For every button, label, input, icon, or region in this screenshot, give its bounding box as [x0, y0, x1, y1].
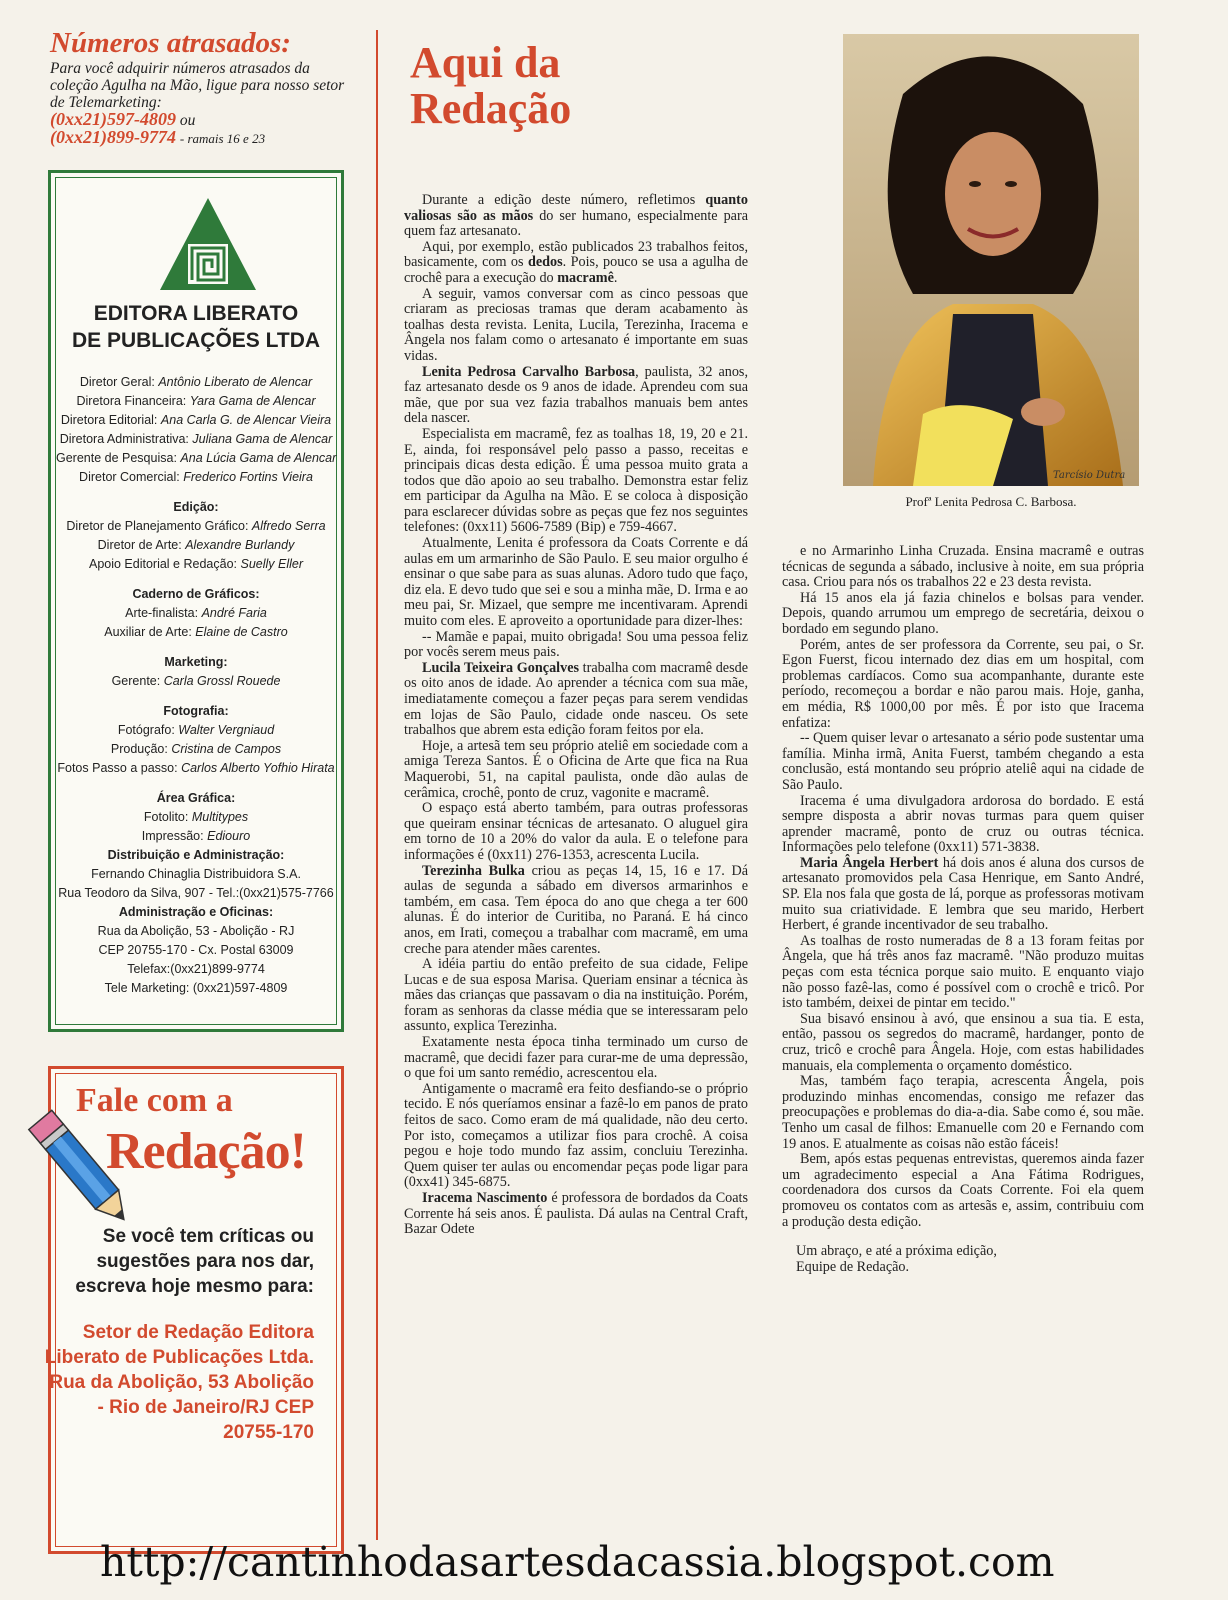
credit-row: Fotolito: Multitypes — [143, 810, 249, 824]
article-paragraph — [782, 934, 1144, 1012]
bold-text: Lenita Pedrosa Carvalho Barbosa — [422, 363, 636, 380]
credit-row: Rua Teodoro da Silva, 907 - Tel.:(0xx21)575-7766 — [58, 886, 334, 900]
publisher-logo-icon — [158, 196, 258, 292]
publisher-name: EDITORA LIBERATO DE PUBLICAÇÕES LTDA — [71, 302, 321, 352]
credit-row: Diretor Comercial: Frederico Fortins Vieira — [79, 470, 313, 484]
credit-heading: Área Gráfica: — [156, 791, 236, 805]
article-paragraph — [782, 591, 1144, 638]
contact-address: Setor de Redação Editora Liberato de Publicações Ltda. Rua da Abolição, 53 Abolição - Rio de Janeiro/RJ CEP 20755-170 — [44, 1322, 314, 1443]
article-paragraph — [782, 638, 1144, 732]
portrait-photo — [843, 34, 1139, 486]
paragraph-text: Porém, antes de ser professora da Corrente, seu pai, o Sr. Egon Fuerst, ficou internado dez dias em um hospital, com problemas cardíacos. Como sua acompanhante, durante este período, recomeçou a bordar e não parou mais. Hoje, ganha, em média, R$ 1000,00 por mês. É por isto que Iracema enfatiza: — [782, 636, 1144, 731]
paragraph-text: A seguir, vamos conversar com as cinco pessoas que criaram as preciosas tramas que deram acabamento às toalhas desta revista. Lenita, Lucila, Terezinha, Iracema e Ângela nos falam como o artesanato é importante em suas vidas. — [404, 285, 748, 364]
paragraph-text: -- Quem quiser levar o artesanato a sério pode sustentar uma família. Minha irmã, Anita Fuerst, também chegando a esta conclusão, está montando seu próprio ateliê aqui na cidade de São Paulo. — [782, 730, 1144, 793]
paragraph-text: Iracema é uma divulgadora ardorosa do bordado. E está sempre disposta a abrir novas turmas para quem quiser aprender macramê, ponto de cruz ou outras técnica. Informações pelo telefone (0xx11) 571-3838. — [782, 792, 1144, 856]
article-title: Aqui da Redação — [410, 38, 572, 133]
bold-text: macramê — [557, 269, 614, 286]
paragraph-text: Especialista em macramê, fez as toalhas 18, 19, 20 e 21. E, ainda, foi responsável pelo passo a passo, receitas e principais dicas desta edição. É uma pessoa muito grata a todos que dão apoio ao seu trabalho. Demonstra estar feliz em participar da Agulha na Mão. E se coloca à disposição para esclarecer dúvidas sobre as peças que fez nos seguintes telefones: (0xx11) 5606-7589 (Bip) e 759-4667. — [404, 425, 748, 536]
publisher-box — [48, 170, 344, 1032]
article-paragraph — [782, 1152, 1144, 1230]
credit-heading: Edição: — [173, 500, 219, 514]
bold-text: Lucila Teixeira Gonçalves — [422, 659, 580, 676]
paragraph-text: e no Armarinho Linha Cruzada. Ensina macramê e outras técnicas de segunda a sábado, inclusive à noite, em sua própria casa. Criou para nós os trabalhos 22 e 23 desta revista. — [782, 543, 1144, 591]
paragraph-text: trabalha com macramê desde os oito anos de idade. Ao aprender a técnica com sua mãe, imediatamente começou a fazer peças para serem vendidas em lojas de São Paulo, cidade onde nasceu. Os sete trabalhos que abrem esta edição foram feitos por ela. — [404, 659, 748, 739]
paragraph-text: Há 15 anos ela já fazia chinelos e bolsas para vender. Depois, quando arrumou um emprego de secretária, deixou o bordado em segundo plano. — [782, 589, 1144, 637]
article-paragraph — [404, 801, 748, 863]
contact-title-line1: Fale com a — [76, 1082, 233, 1119]
back-issues-title: Números atrasados: — [50, 27, 291, 59]
credit-row: Arte-finalista: André Faria — [125, 606, 267, 620]
paragraph-text: Sua bisavó ensinou à avó, que ensinou a sua tia. E esta, então, passou os segredos do macramê, hardanger, ponto de cruz, tricô e crochê para Ângela. Hoje, com estas habilidades manuais, ela complementa o orçamento doméstico. — [782, 1010, 1144, 1074]
article-paragraph — [404, 739, 748, 801]
article-paragraph — [404, 1191, 748, 1238]
article-paragraph — [404, 193, 748, 240]
paragraph-text: Bem, após estas pequenas entrevistas, queremos ainda fazer um agradecimento especial a Ana Fátima Rodrigues, coordenadora dos cursos da Coats Corrente. Foi ela quem promoveu os contatos com as artesãs e, assim, contribuiu com a produção desta edição. — [782, 1151, 1144, 1230]
credit-heading: Caderno de Gráficos: — [132, 587, 260, 601]
credit-row: Auxiliar de Arte: Elaine de Castro — [104, 625, 288, 639]
contact-box-inner — [44, 1073, 337, 1547]
credit-heading: Marketing: — [164, 655, 228, 669]
credit-row: Diretora Administrativa: Juliana Gama de Alencar — [59, 432, 333, 446]
credit-row: Apoio Editorial e Redação: Suelly Eller — [88, 557, 304, 571]
article-paragraph — [404, 1035, 748, 1082]
article-paragraph — [782, 794, 1144, 856]
article-paragraph — [782, 856, 1144, 934]
paragraph-text: . Pois, pouco se usa a agulha de crochê para a execução do — [404, 254, 749, 286]
credit-row: Diretor Geral: Antônio Liberato de Alencar — [79, 375, 313, 389]
credit-row: Fotos Passo a passo: Carlos Alberto Yofhio Hirata — [57, 761, 335, 775]
article-paragraph — [782, 731, 1144, 793]
paragraph-text: do ser humano, especialmente para quem faz artesanato. — [404, 207, 748, 240]
credit-row: CEP 20755-170 - Cx. Postal 63009 — [98, 943, 294, 957]
article-paragraph — [404, 427, 748, 536]
paragraph-text: Mas, também faço terapia, acrescenta Ângela, pois produzindo minhas encomendas, consigo me refazer das preocupações e problemas do dia-a-dia. Sabe como é, sou mãe. Tenho um casal de filhos: Emanuelle com 20 e Fernando com 19 anos. E atualmente as coisas não estão fáceis! — [782, 1073, 1144, 1152]
article-paragraph — [404, 1082, 748, 1191]
watermark-url: http://cantinhodasartesdacassia.blogspot.com — [100, 1538, 1055, 1586]
signoff-line: Um abraço, e até a próxima edição, — [796, 1243, 997, 1260]
credit-row: Telefax:(0xx21)899-9774 — [127, 962, 265, 976]
contact-box — [44, 1066, 344, 1554]
article-paragraph — [404, 957, 748, 1035]
credit-row: Diretora Financeira: Yara Gama de Alencar — [76, 394, 316, 408]
publisher-box-inner — [55, 177, 337, 1025]
article-paragraph — [404, 661, 748, 739]
pencil-icon — [24, 1104, 144, 1239]
bold-text: quanto valiosas são as mãos — [404, 192, 748, 224]
phone-2: (0xx21)899-9774 — [50, 127, 176, 147]
credit-row: Gerente: Carla Grossl Rouede — [111, 674, 281, 688]
paragraph-text: -- Mamãe e papai, muito obrigada! Sou uma pessoa feliz por vocês serem meus pais. — [404, 628, 748, 661]
credit-heading: Administração e Oficinas: — [118, 905, 274, 919]
credit-row: Tele Marketing: (0xx21)597-4809 — [104, 981, 288, 995]
credit-row: Impressão: Ediouro — [141, 829, 251, 843]
paragraph-text: Durante a edição deste número, refletimos — [422, 192, 706, 208]
back-issues-notice — [50, 28, 350, 147]
credits-list — [56, 373, 336, 998]
paragraph-text: é professora de bordados da Coats Corrente há seis anos. É paulista. Dá aulas na Central Craft, Bazar Odete — [404, 1190, 749, 1238]
article-column-2 — [782, 544, 1144, 1275]
credit-row: Diretor de Arte: Alexandre Burlandy — [97, 538, 295, 552]
credit-row: Fotógrafo: Walter Vergniaud — [117, 723, 275, 737]
paragraph-text: As toalhas de rosto numeradas de 8 a 13 foram feitas por Ângela, que há três anos faz macramê. "Não produzo muitas peças com esta técnica porque saio muito. E enquanto viajo não posso fazê-las, como é possível com o crochê e tricô. Por isto também, deixei de pintar em tecido." — [782, 932, 1144, 1012]
paragraph-text: Hoje, a artesã tem seu próprio ateliê em sociedade com a amiga Tereza Santos. É o Oficina de Arte que fica na Rua Maquerobi, 51, na capital paulista, onde dão aulas de cerâmica, crochê, ponto de cruz, vagonite e macramê. — [404, 737, 748, 801]
bold-text: dedos — [527, 254, 563, 271]
paragraph-text: Atualmente, Lenita é professora da Coats Corrente e dá aulas em um armarinho de São Paulo. E seu maior orgulho é ensinar o que sabe para as suas alunas. Adoro tudo que faço, diz ela. E devo tudo que sei e sou a minha mãe, D. Irma e ao meu pai, Sr. Mizael, que sempre me incentivaram. Aprendi muito com eles. E aproveito a oportunidade para dizer-lhes: — [404, 535, 748, 630]
credit-row: Diretora Editorial: Ana Carla G. de Alencar Vieira — [60, 413, 332, 427]
signoff-signature: Equipe de Redação. — [796, 1258, 910, 1275]
paragraph-text: . — [613, 269, 618, 286]
credit-row: Produção: Cristina de Campos — [110, 742, 282, 756]
contact-text: Se você tem críticas ou sugestões para nos dar, escreva hoje mesmo para: — [75, 1226, 314, 1297]
article-paragraph — [404, 365, 748, 427]
credit-row: Fernando Chinaglia Distribuidora S.A. — [91, 867, 301, 881]
paragraph-text: Aqui, por exemplo, estão publicados 23 trabalhos feitos, basicamente, com os — [404, 238, 748, 271]
article-paragraph — [404, 536, 748, 630]
extensions: - ramais 16 e 23 — [179, 131, 266, 146]
credit-heading: Fotografia: — [163, 704, 229, 718]
bold-text: Terezinha Bulka — [422, 862, 525, 879]
article-paragraph — [404, 287, 748, 365]
paragraph-text: criou as peças 14, 15, 16 e 17. Dá aulas de segunda a sábado em diversos armarinhos e também, em casa. Tem época do ano que chega a ter 600 alunas. É do interior de Curitiba, no Paraná. E há cinco anos, em Irati, começou a trabalhar com macramê, em uma creche para atender mães carentes. — [404, 862, 748, 957]
credit-heading: Distribuição e Administração: — [107, 848, 285, 862]
photo-caption: Profª Lenita Pedrosa C. Barbosa. — [905, 494, 1077, 509]
bold-text: Iracema Nascimento — [422, 1190, 548, 1206]
photo-signature: Tarcísio Dutra — [1053, 470, 1126, 481]
paragraph-text: há dois anos é aluna dos cursos de artesanato promovidos pela Casa Henrique, em Santo André, SP. Ela nos fala que gosta de lá, porque as professoras motivam muito sua criatividade. E lembra que seu marido, Herbert Herbert, é grande incentivador de seu trabalho. — [782, 854, 1145, 934]
paragraph-text: O espaço está aberto também, para outras professoras que queiram ensinar técnicas de artesanato. O aluguel gira em torno de 10 a 20% do valor da aula. E o telefone para informações é (0xx11) 276-1353, acrescenta Lucila. — [404, 800, 748, 863]
article-paragraph — [404, 240, 748, 287]
article-paragraph — [782, 1012, 1144, 1074]
credit-row: Rua da Abolição, 53 - Abolição - RJ — [97, 924, 295, 938]
article-paragraph — [404, 864, 748, 958]
credit-row: Diretor de Planejamento Gráfico: Alfredo Serra — [66, 519, 326, 533]
portrait-image — [843, 34, 1139, 486]
credit-row: Gerente de Pesquisa: Ana Lúcia Gama de Alencar — [56, 451, 337, 465]
article-paragraph — [782, 1074, 1144, 1152]
paragraph-text: A idéia partiu do então prefeito de sua cidade, Felipe Lucas e de sua esposa Marisa. Queriam ensinar a técnica às mães das crianças que passavam o dia na instituição. Porém, foram as senhoras da classe média que se interessaram pelo assunto, explica Terezinha. — [404, 956, 748, 1035]
paragraph-text: Exatamente nesta época tinha terminado um curso de macramê, que decidi fazer para curar-me de uma depressão, o que foi um santo remédio, acrescentou ela. — [404, 1034, 748, 1082]
paragraph-text: , paulista, 32 anos, faz artesanato desde os 9 anos de idade. Aprendeu com sua mãe, que por sua vez fazia trabalhos manuais bem antes dela nascer. — [404, 363, 748, 427]
article-paragraph — [782, 544, 1144, 591]
phone-1: (0xx21)597-4809 — [50, 109, 176, 129]
article-paragraph — [404, 630, 748, 661]
bold-text: Maria Ângela Herbert — [800, 854, 939, 871]
paragraph-text: Antigamente o macramê era feito desfiando-se o próprio tecido. E nós queríamos ensinar a fazê-lo em panos de prato feitos de saco. Como eram de má qualidade, não deu certo. Por isto, começamos a utilizar fios para crochê. A coisa pegou e hoje todo mundo faz assim, concluiu Terezinha. Quem quiser ter aulas ou encomendar peças pode ligar para (0xx41) 345-6875. — [404, 1080, 748, 1191]
contact-title-line2: Redação! — [106, 1123, 306, 1180]
column-divider — [376, 30, 378, 1540]
back-issues-text: Para você adquirir números atrasados da coleção Agulha na Mão, ligue para nosso setor de Telemarketing: (0xx21)597-4809 ou (0xx21)899-9774 - ramais 16 e 23 — [50, 60, 345, 147]
article-column-1 — [404, 193, 748, 1238]
